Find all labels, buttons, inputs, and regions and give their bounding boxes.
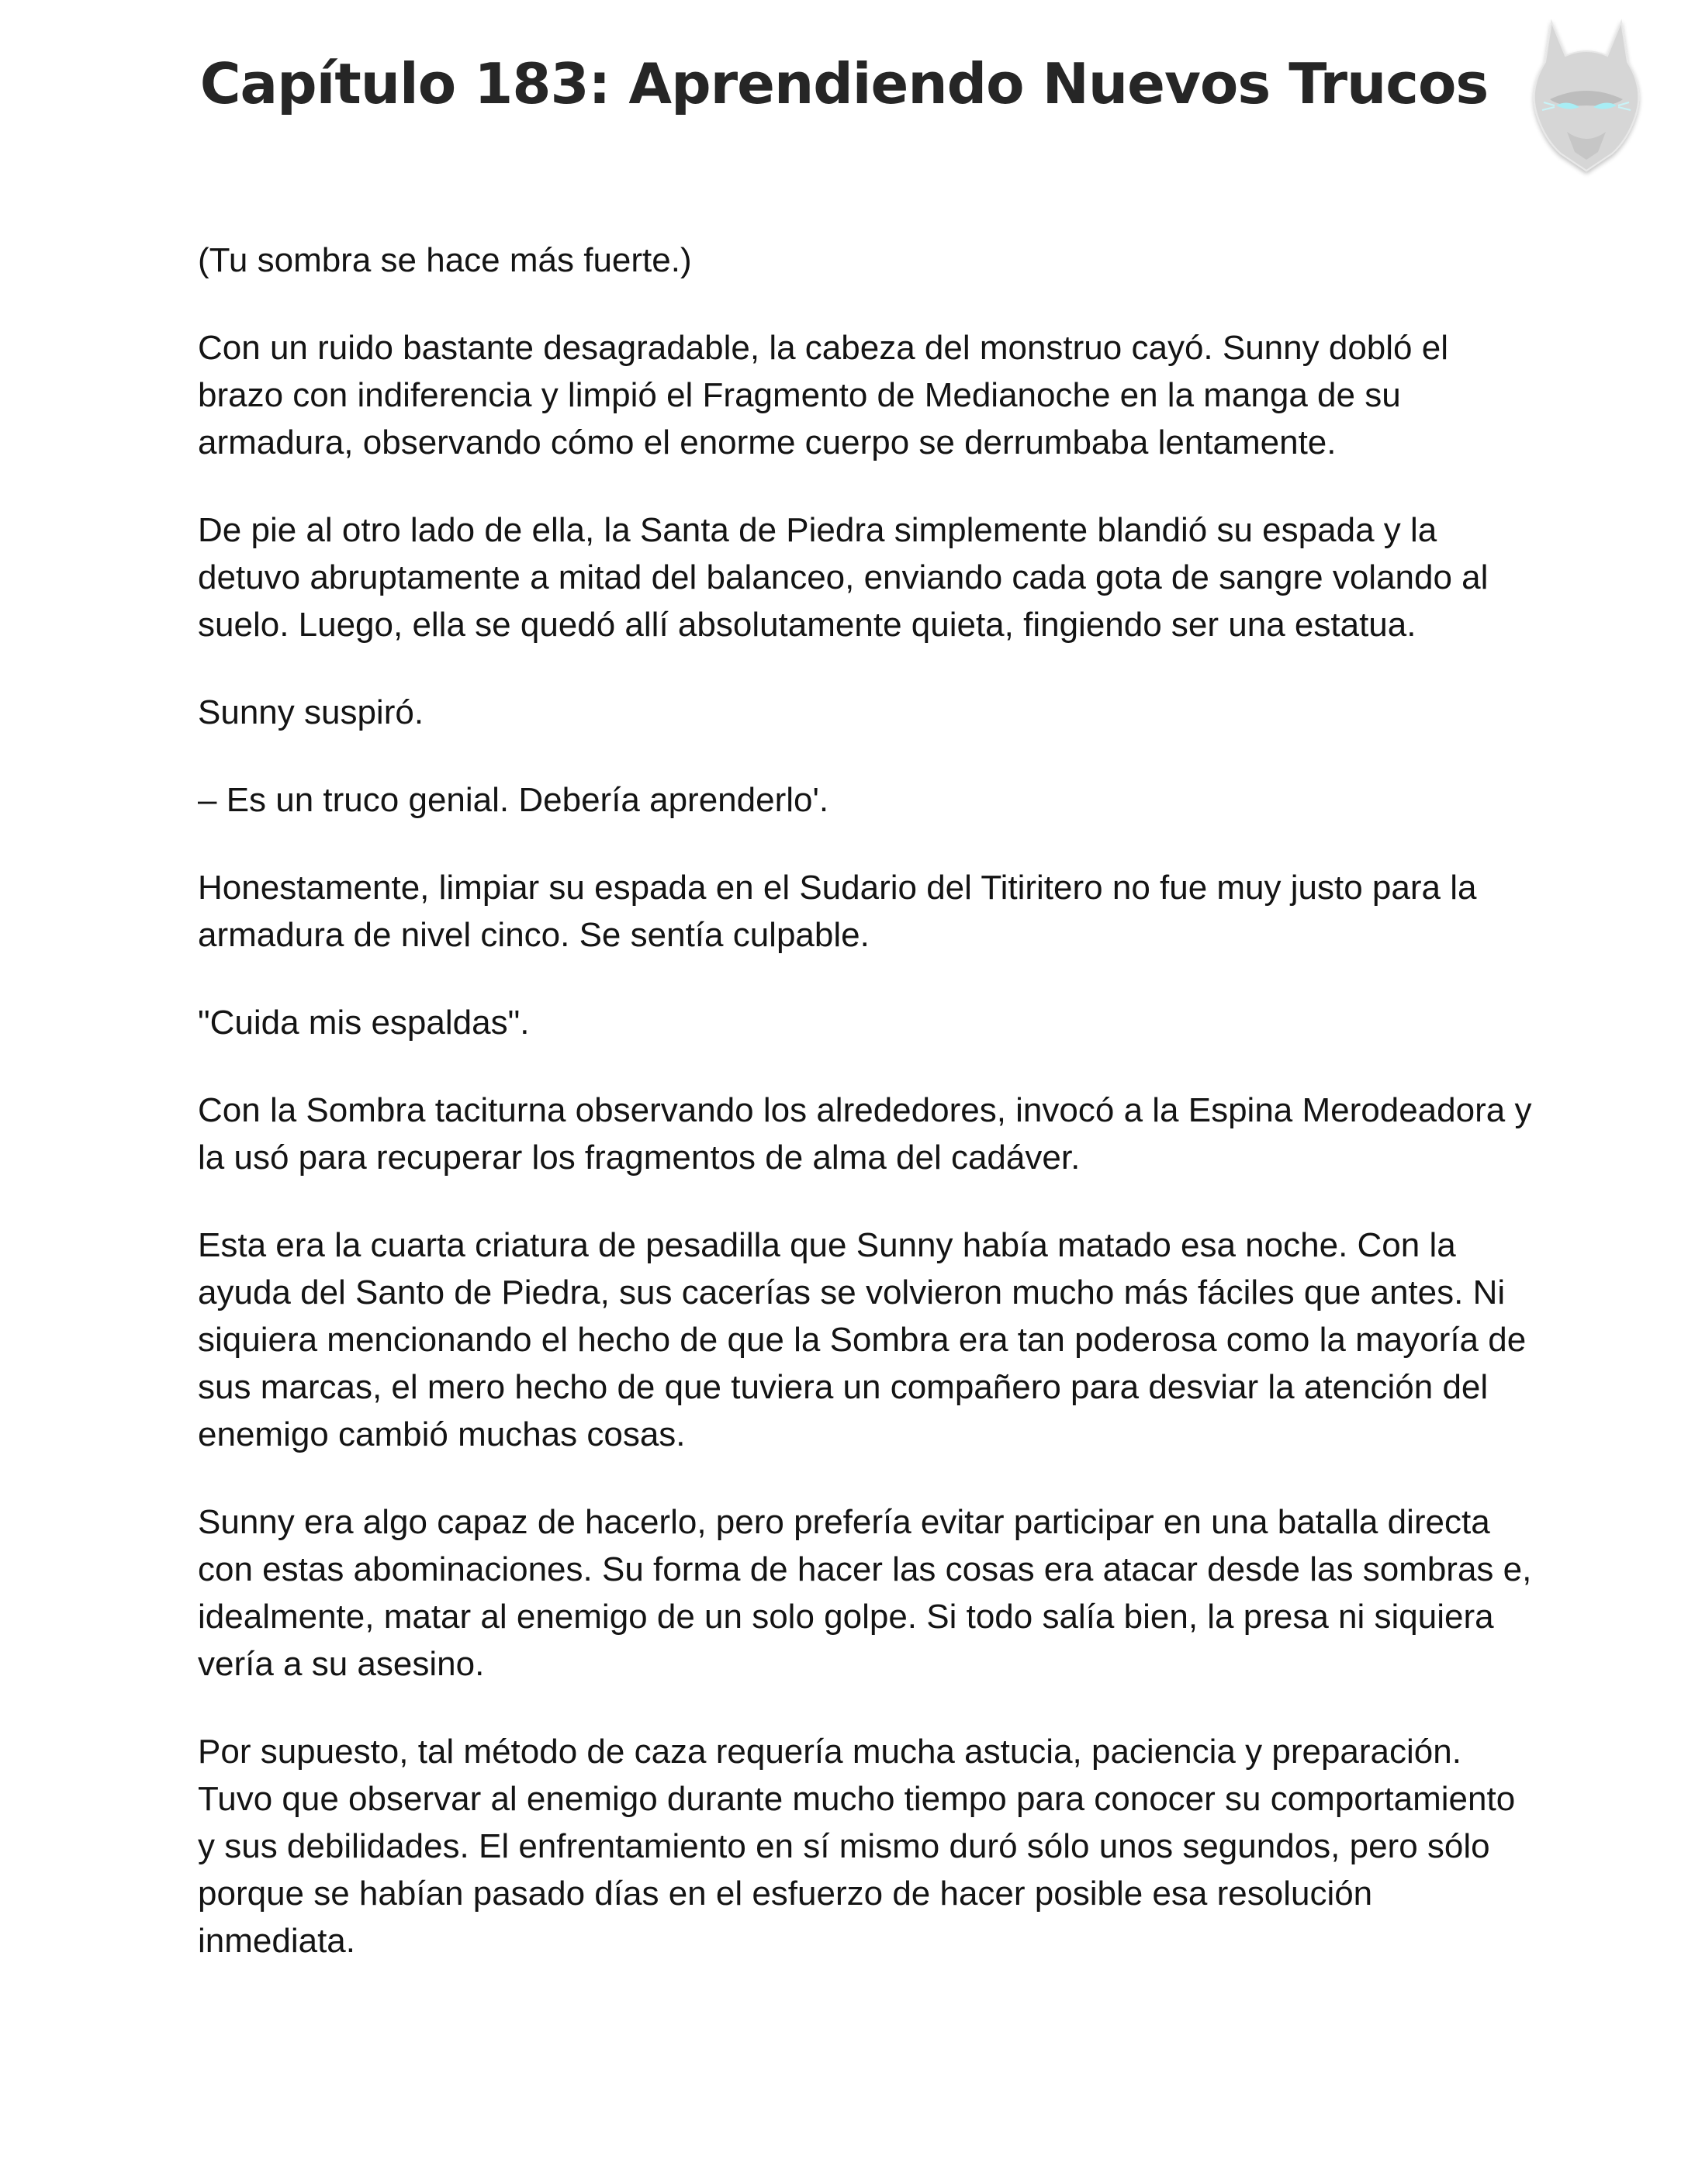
paragraph: Con un ruido bastante desagradable, la cabeza del monstruo cayó. Sunny dobló el brazo con indiferencia y limpió el Fragmento de Medianoche en la manga de su armadura, observando cómo el enorme cuerpo se derrumbaba lentamente.: [198, 329, 1448, 461]
chapter-title: Capítulo 183: Aprendiendo Nuevos Trucos: [199, 51, 1489, 116]
demon-head-icon: [1520, 16, 1652, 178]
paragraph: (Tu sombra se hace más fuerte.): [198, 241, 692, 279]
paragraph: Con la Sombra taciturna observando los alrededores, invocó a la Espina Merodeadora y la usó para recuperar los fragmentos de alma del cadáver.: [198, 1091, 1532, 1177]
paragraph: Sunny suspiró.: [198, 693, 424, 731]
paragraph: De pie al otro lado de ella, la Santa de Piedra simplemente blandió su espada y la detuvo abruptamente a mitad del balanceo, enviando cada gota de sangre volando al suelo. Luego, ella se quedó allí absolutamente quieta, fingiendo ser una estatua.: [198, 511, 1489, 644]
paragraph: "Cuida mis espaldas".: [198, 1004, 530, 1042]
paragraph: Por supuesto, tal método de caza requería mucha astucia, paciencia y preparación. Tuvo que observar al enemigo durante mucho tiempo para conocer su comportamiento y sus debilidades. El enfrentamiento en sí mismo duró sólo unos segundos, pero sólo porque se habían pasado días en el esfuerzo de hacer posible esa resolución inmediata.: [198, 1733, 1516, 1960]
paragraph: Sunny era algo capaz de hacerlo, pero prefería evitar participar en una batalla directa con estas abominaciones. Su forma de hacer las cosas era atacar desde las sombras e, idealmente, matar al enemigo de un solo golpe. Si todo salía bien, la presa ni siquiera vería a su asesino.: [198, 1503, 1532, 1683]
chapter-body: [198, 237, 1532, 2005]
paragraph: – Es un truco genial. Debería aprenderlo'.: [198, 781, 829, 819]
paragraph: Honestamente, limpiar su espada en el Sudario del Titiritero no fue muy justo para la armadura de nivel cinco. Se sentía culpable.: [198, 869, 1477, 954]
paragraph: Esta era la cuarta criatura de pesadilla que Sunny había matado esa noche. Con la ayuda del Santo de Piedra, sus cacerías se volvieron mucho más fáciles que antes. Ni siquiera mencionando el hecho de que la Sombra era tan poderosa como la mayoría de sus marcas, el mero hecho de que tuviera un compañero para desviar la atención del enemigo cambió muchas cosas.: [198, 1226, 1527, 1453]
